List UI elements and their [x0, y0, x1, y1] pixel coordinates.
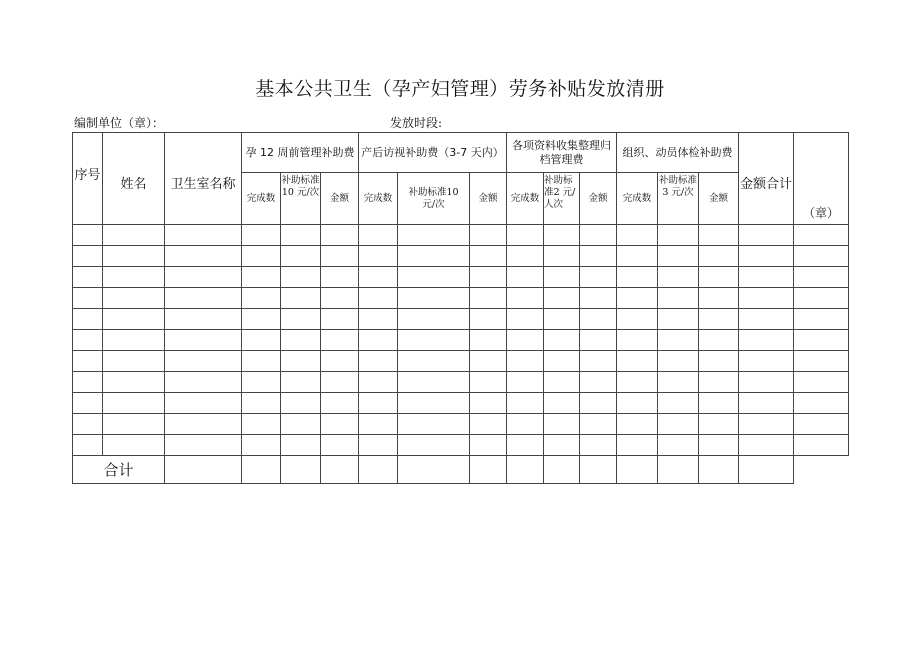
table-cell [103, 330, 165, 351]
table-row [73, 351, 849, 372]
table-cell [359, 456, 398, 484]
table-cell [544, 288, 580, 309]
table-cell [617, 393, 658, 414]
table-cell [617, 225, 658, 246]
table-cell [507, 351, 544, 372]
table-cell [507, 246, 544, 267]
table-cell [398, 267, 470, 288]
table-cell [281, 456, 321, 484]
header-name: 姓名 [103, 133, 165, 225]
table-cell [470, 372, 507, 393]
table-cell [103, 435, 165, 456]
table-cell [544, 456, 580, 484]
subheader-amount: 金额 [699, 173, 739, 225]
table-cell [103, 225, 165, 246]
table-cell [739, 393, 794, 414]
table-row [73, 393, 849, 414]
table-cell [321, 372, 359, 393]
header-total-amount: 金额合计 [739, 133, 794, 225]
table-cell [794, 330, 849, 351]
table-cell [507, 225, 544, 246]
table-cell [359, 435, 398, 456]
table-cell [470, 435, 507, 456]
table-cell [359, 414, 398, 435]
table-cell [359, 351, 398, 372]
table-cell [739, 225, 794, 246]
table-row [73, 288, 849, 309]
table-row [73, 267, 849, 288]
table-cell [165, 225, 242, 246]
table-cell [103, 351, 165, 372]
table-cell [165, 246, 242, 267]
table-cell [507, 372, 544, 393]
table-cell [321, 288, 359, 309]
table-cell [470, 288, 507, 309]
header-seal: （章） [794, 133, 849, 225]
table-cell [617, 267, 658, 288]
table-cell [617, 414, 658, 435]
table-cell [470, 456, 507, 484]
table-cell [242, 246, 281, 267]
table-cell [242, 351, 281, 372]
table-cell [794, 435, 849, 456]
table-cell [699, 330, 739, 351]
table-cell [617, 330, 658, 351]
table-cell [321, 309, 359, 330]
table-cell [321, 246, 359, 267]
table-cell [398, 309, 470, 330]
table-cell [580, 288, 617, 309]
table-cell [398, 225, 470, 246]
table-cell [739, 288, 794, 309]
table-cell [544, 372, 580, 393]
table-cell [580, 372, 617, 393]
table-cell [281, 435, 321, 456]
table-cell [794, 288, 849, 309]
table-cell [359, 309, 398, 330]
table-cell [507, 288, 544, 309]
table-cell [165, 330, 242, 351]
table-cell [321, 225, 359, 246]
subheader-standard: 补助标准2 元/人次 [544, 173, 580, 225]
table-cell [580, 414, 617, 435]
table-cell [73, 435, 103, 456]
table-cell [281, 246, 321, 267]
table-cell [507, 330, 544, 351]
table-cell [544, 330, 580, 351]
table-cell [281, 267, 321, 288]
header-clinic-name: 卫生室名称 [165, 133, 242, 225]
table-cell [739, 330, 794, 351]
table-cell [544, 393, 580, 414]
table-cell [658, 330, 699, 351]
table-cell [281, 393, 321, 414]
table-cell [739, 435, 794, 456]
table-cell [73, 351, 103, 372]
table-cell [794, 393, 849, 414]
table-row [73, 435, 849, 456]
table-cell [73, 267, 103, 288]
table-cell [242, 225, 281, 246]
table-cell [359, 393, 398, 414]
table-cell [398, 330, 470, 351]
table-cell [699, 267, 739, 288]
table-cell [658, 309, 699, 330]
table-cell [658, 456, 699, 484]
table-cell [699, 288, 739, 309]
table-cell [73, 414, 103, 435]
table-cell [544, 309, 580, 330]
table-cell [658, 414, 699, 435]
subheader-amount: 金额 [580, 173, 617, 225]
table-cell [580, 267, 617, 288]
table-cell [794, 267, 849, 288]
table-cell [470, 267, 507, 288]
table-row [73, 246, 849, 267]
table-cell [617, 372, 658, 393]
table-cell [281, 414, 321, 435]
table-cell [73, 246, 103, 267]
table-cell [739, 351, 794, 372]
table-cell [507, 414, 544, 435]
table-cell [359, 288, 398, 309]
table-cell [470, 414, 507, 435]
table-cell [321, 393, 359, 414]
table-cell [580, 393, 617, 414]
table-cell [739, 372, 794, 393]
table-cell [398, 372, 470, 393]
table-cell [658, 288, 699, 309]
table-cell [470, 330, 507, 351]
table-cell [73, 288, 103, 309]
table-cell [242, 309, 281, 330]
table-cell [242, 393, 281, 414]
subheader-standard: 补助标准10 元/次 [398, 173, 470, 225]
subheader-count: 完成数 [242, 173, 281, 225]
table-cell [658, 351, 699, 372]
table-cell [321, 414, 359, 435]
table-cell [470, 393, 507, 414]
table-row [73, 372, 849, 393]
table-cell [699, 456, 739, 484]
table-cell [242, 456, 281, 484]
table-cell [544, 225, 580, 246]
header-seq: 序号 [73, 133, 103, 225]
table-cell [321, 351, 359, 372]
table-cell [281, 225, 321, 246]
table-cell [699, 225, 739, 246]
table-cell [281, 330, 321, 351]
table-cell [398, 435, 470, 456]
table-cell [359, 372, 398, 393]
table-cell [617, 351, 658, 372]
table-cell [658, 225, 699, 246]
table-cell [470, 246, 507, 267]
table-cell [658, 435, 699, 456]
table-cell [242, 414, 281, 435]
table-cell [165, 351, 242, 372]
table-cell [398, 288, 470, 309]
table-cell [165, 393, 242, 414]
table-cell [281, 372, 321, 393]
table-cell [73, 393, 103, 414]
table-row [73, 414, 849, 435]
table-cell [359, 225, 398, 246]
table-cell [321, 456, 359, 484]
table-cell [103, 393, 165, 414]
subheader-amount: 金额 [321, 173, 359, 225]
table-cell [699, 435, 739, 456]
table-cell [507, 267, 544, 288]
table-cell [699, 246, 739, 267]
table-cell [281, 309, 321, 330]
table-cell [242, 372, 281, 393]
subheader-count: 完成数 [359, 173, 398, 225]
table-cell [165, 288, 242, 309]
group-checkup-mobilization-header: 组织、动员体检补助费 [617, 133, 739, 173]
table-cell [321, 267, 359, 288]
table-cell [242, 435, 281, 456]
table-cell [794, 246, 849, 267]
table-cell [794, 225, 849, 246]
payment-period-label: 发放时段: [390, 116, 443, 130]
table-cell [398, 414, 470, 435]
table-cell [398, 351, 470, 372]
group-postpartum-visit-header: 产后访视补助费（3-7 天内） [359, 133, 507, 173]
table-cell [617, 456, 658, 484]
table-cell [544, 435, 580, 456]
table-cell [617, 309, 658, 330]
table-cell [617, 246, 658, 267]
table-cell [507, 456, 544, 484]
table-cell [242, 330, 281, 351]
table-cell [544, 414, 580, 435]
table-cell [580, 330, 617, 351]
subheader-amount: 金额 [470, 173, 507, 225]
table-cell [580, 351, 617, 372]
table-cell [617, 435, 658, 456]
table-cell [359, 330, 398, 351]
table-cell [165, 435, 242, 456]
table-cell [165, 309, 242, 330]
table-cell [398, 393, 470, 414]
table-cell [281, 288, 321, 309]
table-cell [544, 267, 580, 288]
table-cell [73, 330, 103, 351]
table-cell [794, 372, 849, 393]
table-cell [699, 372, 739, 393]
compiling-unit-label: 编制单位（章）： [74, 116, 165, 130]
table-row [73, 225, 849, 246]
table-cell [398, 456, 470, 484]
table-cell [794, 309, 849, 330]
table-cell [658, 393, 699, 414]
table-cell [580, 225, 617, 246]
table-cell [699, 351, 739, 372]
table-cell [658, 246, 699, 267]
table-cell [73, 225, 103, 246]
table-cell [699, 414, 739, 435]
table-cell [794, 351, 849, 372]
table-cell [73, 372, 103, 393]
table-cell [507, 393, 544, 414]
subheader-standard: 补助标准3 元/次 [658, 173, 699, 225]
table-cell [242, 267, 281, 288]
table-cell [507, 435, 544, 456]
table-cell [359, 267, 398, 288]
table-cell [103, 288, 165, 309]
table-cell [165, 456, 242, 484]
table-cell [73, 309, 103, 330]
table-cell [470, 309, 507, 330]
subsidy-table [72, 132, 849, 484]
table-cell [165, 372, 242, 393]
table-row [73, 309, 849, 330]
table-cell [321, 435, 359, 456]
document-title: 基本公共卫生（孕产妇管理）劳务补贴发放清册 [255, 78, 665, 100]
table-cell [103, 372, 165, 393]
subheader-count: 完成数 [617, 173, 658, 225]
table-cell [242, 288, 281, 309]
table-cell [658, 267, 699, 288]
table-cell [580, 435, 617, 456]
table-cell [794, 414, 849, 435]
subheader-standard: 补助标准10 元/次 [281, 173, 321, 225]
table-cell [165, 267, 242, 288]
subheader-count: 完成数 [507, 173, 544, 225]
table-cell [103, 414, 165, 435]
table-cell [739, 309, 794, 330]
group-early-pregnancy-header: 孕 12 周前管理补助费 [242, 133, 359, 173]
table-cell [580, 456, 617, 484]
group-records-management-header: 各项资料收集整理归档管理费 [507, 133, 617, 173]
table-cell [699, 393, 739, 414]
table-cell [699, 309, 739, 330]
table-cell [103, 267, 165, 288]
table-cell [544, 351, 580, 372]
table-row [73, 330, 849, 351]
table-cell [617, 288, 658, 309]
table-cell [739, 246, 794, 267]
table-cell [580, 309, 617, 330]
table-cell [470, 351, 507, 372]
table-cell [507, 309, 544, 330]
table-cell [103, 246, 165, 267]
table-cell [321, 330, 359, 351]
table-cell [739, 267, 794, 288]
table-cell [580, 246, 617, 267]
total-row-label: 合计 [73, 456, 165, 484]
table-cell [281, 351, 321, 372]
table-cell [658, 372, 699, 393]
table-cell [165, 414, 242, 435]
table-cell [103, 309, 165, 330]
table-cell [739, 414, 794, 435]
table-cell [544, 246, 580, 267]
table-cell [398, 246, 470, 267]
table-cell [470, 225, 507, 246]
table-cell [739, 456, 794, 484]
table-cell [359, 246, 398, 267]
